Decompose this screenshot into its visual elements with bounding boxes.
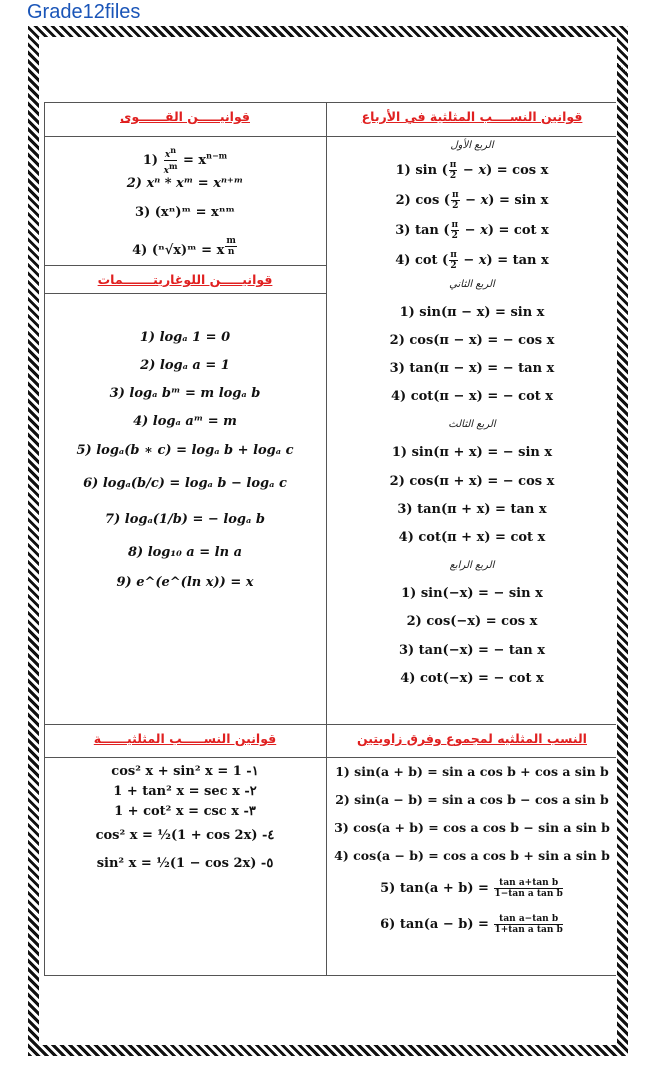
quadrant3-formula: 1) sin(π + x) = − sin x (391, 445, 553, 460)
grid-line (44, 293, 326, 294)
sum-diff-formula: 3) cos(a + b) = cos a cos b − sin a sin b (334, 820, 610, 835)
log-law: 1) logₐ 1 = 0 (139, 330, 231, 345)
quadrant4-formula: 1) sin(−x) = − sin x (401, 586, 543, 601)
grid-line (44, 136, 616, 137)
quadrant-label-2: الربع الثاني (449, 279, 495, 290)
grid-line (44, 265, 326, 266)
log-law: 6) logₐ(b/c) = logₐ b − logₐ c (83, 476, 287, 491)
grid-line (326, 102, 327, 975)
quadrant2-formula: 1) sin(π − x) = sin x (399, 305, 545, 320)
sum-diff-formula: 4) cos(a − b) = cos a cos b + sin a sin b (334, 848, 610, 863)
grid-line (44, 102, 45, 975)
trig-identity: 1 + tan² x = sec x -٢ (113, 784, 257, 799)
grid-line (44, 975, 616, 976)
quadrant1-formula: 3) tan ( $\frac{\pi}{2}$ − x) = cot x (395, 220, 549, 241)
header-powers: قوانيـــــن القــــــوى (120, 109, 250, 124)
quadrant1-formula: 1) sin ( $\frac{\pi}{2}$ − x) = cos x (395, 160, 549, 181)
log-law: 3) logₐ bᵐ = m logₐ b (109, 386, 261, 401)
tan-sum-formula: 5) tan(a + b) = $\frac{\text{tan a+tan b}}{\text{1−tan a tan b}}$ (380, 878, 563, 899)
quadrant-label-1: الربع الأول (450, 140, 494, 151)
trig-identity: cos² x + sin² x = 1 -١ (111, 764, 259, 779)
grid-line (44, 102, 616, 103)
trig-identity: cos² x = ½(1 + cos 2x) -٤ (95, 828, 275, 843)
power-law: 3) (xⁿ)ᵐ = xⁿᵐ (135, 205, 235, 220)
quadrant-label-4: الربع الرابع (449, 560, 495, 571)
quadrant4-formula: 2) cos(−x) = cos x (406, 614, 538, 629)
trig-identity: sin² x = ½(1 − cos 2x) -٥ (96, 856, 274, 871)
quadrant4-formula: 4) cot(−x) = − cot x (400, 671, 544, 686)
header-sum-diff: النسب المثلثيه لمجموع وفرق زاويتين (357, 731, 587, 746)
log-law: 7) logₐ(1/b) = − logₐ b (105, 512, 265, 527)
quadrant1-formula: 2) cos ( $\frac{\pi}{2}$ − x) = sin x (395, 190, 549, 211)
header-quadrants: قوانين النســــب المثلثية في الأرباع (361, 109, 583, 124)
quadrant2-formula: 2) cos(π − x) = − cos x (389, 333, 555, 348)
grid-line (44, 724, 616, 725)
quadrant3-formula: 2) cos(π + x) = − cos x (389, 474, 555, 489)
header-trig: قوانين النســـــب المثلثيــــــة (93, 731, 277, 746)
brand-title: Grade12files (27, 1, 141, 23)
power-law: 4) (ⁿ√x)ᵐ = x $^{\frac{m}{n}}$ (132, 236, 236, 258)
quadrant2-formula: 3) tan(π − x) = − tan x (389, 361, 555, 376)
log-law: 8) log₁₀ a = ln a (127, 545, 243, 560)
quadrant4-formula: 3) tan(−x) = − tan x (398, 643, 546, 658)
power-law: 1) $\frac{x^n}{x^m}$ = $x^{n-m}$ (142, 145, 228, 176)
power-law: 2) xⁿ * xᵐ = xⁿ⁺ᵐ (126, 176, 244, 191)
header-logs: قوانيـــــن اللوغاريتـــــــمات (97, 272, 273, 287)
log-law: 5) logₐ(b ∗ c) = logₐ b + logₐ c (76, 443, 294, 458)
quadrant3-formula: 4) cot(π + x) = cot x (398, 530, 546, 545)
sum-diff-formula: 1) sin(a + b) = sin a cos b + cos a sin b (335, 764, 609, 779)
quadrant3-formula: 3) tan(π + x) = tan x (397, 502, 547, 517)
quadrant2-formula: 4) cot(π − x) = − cot x (390, 389, 554, 404)
trig-identity: 1 + cot² x = csc x -٣ (114, 804, 256, 819)
log-law: 2) logₐ a = 1 (140, 358, 230, 373)
quadrant-label-3: الربع الثالث (448, 419, 496, 430)
grid-line (44, 757, 616, 758)
log-law: 4) logₐ aᵐ = m (133, 414, 237, 429)
log-law: 9) e^(e^(ln x)) = x (116, 575, 254, 590)
quadrant1-formula: 4) cot ( $\frac{\pi}{2}$ − x) = tan x (395, 250, 549, 271)
sum-diff-formula: 2) sin(a − b) = sin a cos b − cos a sin b (335, 792, 609, 807)
tan-diff-formula: 6) tan(a − b) = $\frac{\text{tan a−tan b}}{\text{1+tan a tan b}}$ (380, 914, 563, 935)
